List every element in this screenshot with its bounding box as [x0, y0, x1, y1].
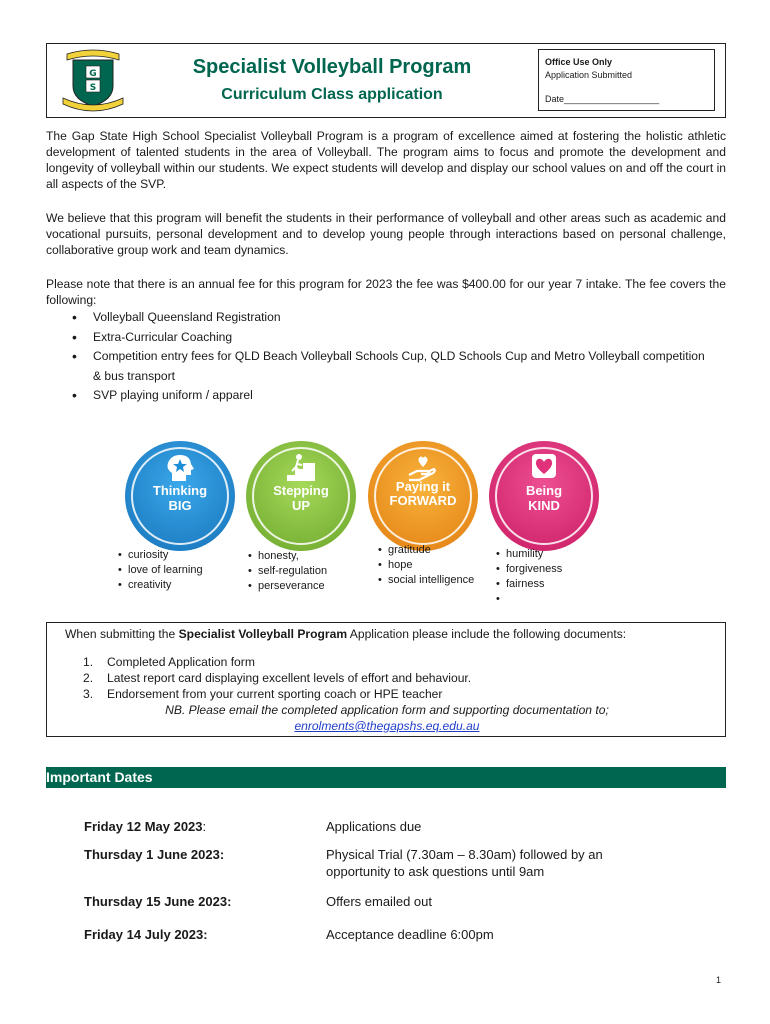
office-use-box [538, 49, 715, 111]
badge-title: Stepping [273, 483, 329, 498]
date-label: Friday 12 May 2023: [84, 819, 207, 834]
badge-subtitle: BIG [168, 498, 192, 513]
page-subtitle: Curriculum Class application [221, 86, 443, 103]
paying-it-forward-badge [368, 441, 478, 551]
fee-paragraph: Please note that there is an annual fee for this program for 2023 the fee was $400.00 for our year 7 intake. The fee covers the following: [46, 277, 726, 307]
page-number: 1 [716, 975, 722, 985]
list-item: • Volleyball Queensland Registration [68, 308, 708, 328]
application-submitted-label: Application Submitted [545, 70, 633, 80]
enrolments-email-link[interactable]: enrolments@thegapshs.eq.edu.au [294, 719, 480, 733]
intro-paragraph: The Gap State High School Specialist Volleyball Program is a program of excellence aimed at fostering the holistic athletic development of talented students in the area of Volleyball. The program aims to focus and promote the development and longevity of volleyball within our students. We expect students will develop and display our school values on and off the court in all aspects of the SVP. [46, 129, 726, 191]
head-star-icon [162, 453, 198, 483]
being-kind-values [496, 547, 562, 592]
stairs-climber-icon [283, 453, 319, 483]
date-label: Friday 14 July 2023: [84, 927, 208, 942]
date-event: Physical Trial (7.30am – 8.30am) followed by an opportunity to ask questions until 9am [326, 847, 603, 879]
stepping-up-badge [246, 441, 356, 551]
documents-intro: When submitting the Specialist Volleyball Program Application please include the following documents: [65, 627, 627, 641]
date-event: Applications due [326, 819, 422, 834]
list-item: • perseverance [248, 579, 327, 594]
date-label: Thursday 1 June 2023: [84, 847, 225, 862]
page-title: Specialist Volleyball Program [192, 56, 472, 78]
badge-subtitle: UP [291, 498, 311, 513]
date-event: Offers emailed out [326, 894, 432, 909]
list-item: • self-regulation [248, 564, 327, 579]
being-kind-badge [489, 441, 599, 551]
office-date-field: Date___________________ [545, 94, 660, 104]
documents-box [46, 622, 726, 737]
header-box [46, 43, 726, 118]
benefits-paragraph: We believe that this program will benefit the students in their performance of volleyball and other areas such as academic and vocational pursuits, personal development and to develop young people through interactions based on personal challenge, collaborative group work and team dynamics. [46, 211, 726, 257]
documents-list [83, 654, 471, 702]
thinking-big-values [118, 548, 203, 593]
list-item: • fairness [496, 577, 562, 592]
list-item: • social intelligence [378, 573, 474, 588]
list-item: • curiosity [118, 548, 203, 563]
nb-note: NB. Please email the completed application form and supporting documentation to; [165, 703, 609, 717]
svg-text:S: S [89, 83, 97, 93]
badge-title: Thinking [152, 483, 208, 498]
office-use-heading: Office Use Only [545, 57, 613, 67]
heart-icon [526, 453, 562, 483]
list-item: • honesty, [248, 549, 327, 564]
list-item: 2. Latest report card displaying excellent levels of effort and behaviour. [83, 671, 472, 685]
list-item: • SVP playing uniform / apparel [68, 386, 708, 406]
list-item: • forgiveness [496, 562, 562, 577]
list-item: • hope [378, 558, 474, 573]
svg-text:G: G [89, 69, 97, 79]
list-item: 1. Completed Application form [83, 655, 255, 669]
date-event: Acceptance deadline 6:00pm [326, 927, 494, 942]
date-label: Thursday 15 June 2023: [84, 894, 232, 909]
list-item: • humility [496, 547, 562, 562]
school-crest-logo [59, 48, 127, 114]
badge-title: Paying it [395, 479, 451, 494]
fee-items-list [68, 308, 708, 406]
list-item: 3. Endorsement from your current sporting coach or HPE teacher [83, 687, 443, 701]
list-item: • gratitude [378, 543, 474, 558]
list-item: • creativity [118, 578, 203, 593]
list-item: • Competition entry fees for QLD Beach Volleyball Schools Cup, QLD Schools Cup and Metro Volleyball competition & bus transport [68, 347, 708, 386]
stepping-up-values [248, 549, 327, 594]
thinking-big-badge [125, 441, 235, 551]
list-item: • love of learning [118, 563, 203, 578]
paying-it-forward-values [378, 543, 474, 588]
badge-title: Being [525, 483, 563, 498]
badge-subtitle: KIND [528, 498, 560, 513]
list-item: • Extra-Curricular Coaching [68, 328, 708, 348]
badge-subtitle: FORWARD [389, 493, 457, 508]
important-dates-heading: Important Dates [46, 767, 726, 788]
